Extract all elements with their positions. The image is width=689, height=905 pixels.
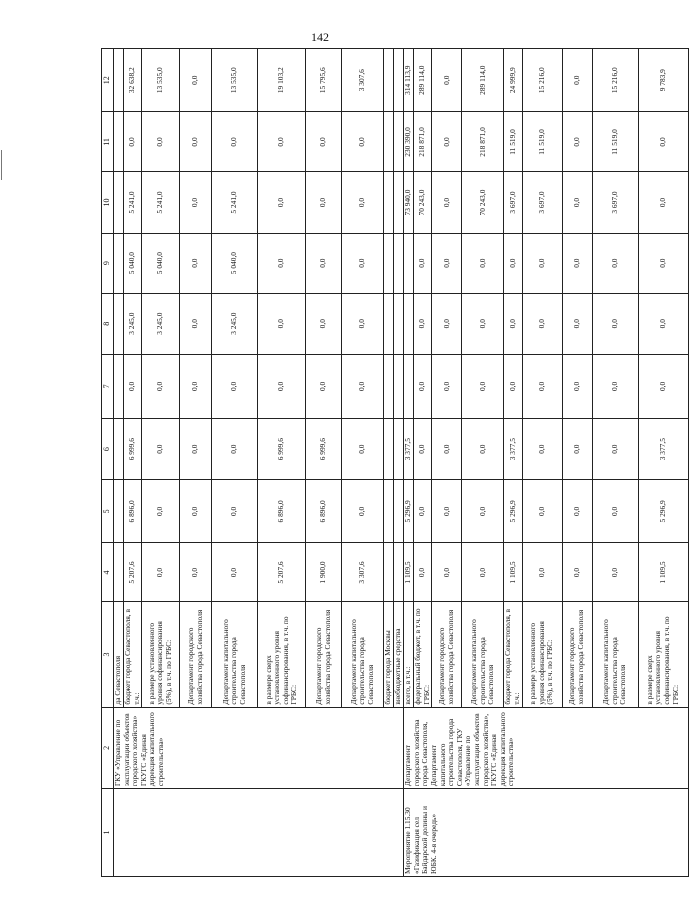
value-cell bbox=[394, 172, 404, 233]
value-cell bbox=[394, 354, 404, 418]
value-cell: 0,0 bbox=[432, 480, 462, 543]
column-number-row bbox=[102, 49, 114, 877]
value-cell: 314 113,9 bbox=[404, 49, 414, 112]
column-number: 12 bbox=[102, 49, 114, 112]
value-cell: 0,0 bbox=[592, 354, 638, 418]
value-cell: 0,0 bbox=[522, 419, 562, 480]
funding-source: Департамент городского хозяйства города Севастополя bbox=[180, 602, 212, 707]
funding-source: в размере установленного уровня софинансирования (5%), в т.ч. по ГРБС: bbox=[522, 602, 562, 707]
value-cell: 0,0 bbox=[638, 233, 688, 293]
value-cell: 0,0 bbox=[592, 480, 638, 543]
value-cell bbox=[114, 112, 124, 172]
value-cell: 0,0 bbox=[258, 354, 306, 418]
value-cell: 3 697,0 bbox=[522, 172, 562, 233]
value-cell: 0,0 bbox=[342, 233, 384, 293]
value-cell: 0,0 bbox=[562, 419, 592, 480]
funding-source: Департамент городского хозяйства города Севастополя bbox=[306, 602, 342, 707]
value-cell: 11 519,0 bbox=[522, 112, 562, 172]
column-number: 9 bbox=[102, 233, 114, 293]
value-cell: 15 216,0 bbox=[592, 49, 638, 112]
value-cell: 5 040,0 bbox=[142, 233, 180, 293]
value-cell: 32 638,2 bbox=[124, 49, 142, 112]
value-cell: 9 783,9 bbox=[638, 49, 688, 112]
value-cell: 0,0 bbox=[124, 354, 142, 418]
value-cell: 0,0 bbox=[462, 543, 504, 602]
value-cell: 0,0 bbox=[638, 354, 688, 418]
value-cell bbox=[394, 112, 404, 172]
value-cell: 3 245,0 bbox=[212, 293, 258, 354]
value-cell bbox=[394, 480, 404, 543]
value-cell: 3 245,0 bbox=[124, 293, 142, 354]
measure-name-empty bbox=[114, 789, 404, 877]
value-cell: 0,0 bbox=[342, 172, 384, 233]
value-cell: 1 109,5 bbox=[504, 543, 522, 602]
value-cell: 0,0 bbox=[342, 354, 384, 418]
value-cell: 6 999,6 bbox=[124, 419, 142, 480]
value-cell: 0,0 bbox=[414, 543, 432, 602]
value-cell: 0,0 bbox=[432, 354, 462, 418]
column-number: 8 bbox=[102, 293, 114, 354]
value-cell: 0,0 bbox=[180, 112, 212, 172]
value-cell bbox=[114, 419, 124, 480]
value-cell: 0,0 bbox=[212, 112, 258, 172]
value-cell: 6 896,0 bbox=[306, 480, 342, 543]
value-cell: 0,0 bbox=[462, 233, 504, 293]
funding-source: всего, в т.ч.: bbox=[404, 602, 414, 707]
column-number: 10 bbox=[102, 172, 114, 233]
value-cell: 0,0 bbox=[522, 480, 562, 543]
value-cell: 0,0 bbox=[462, 293, 504, 354]
value-cell: 0,0 bbox=[504, 354, 522, 418]
value-cell bbox=[404, 354, 414, 418]
value-cell: 70 243,0 bbox=[414, 172, 432, 233]
value-cell: 289 114,0 bbox=[462, 49, 504, 112]
value-cell: 0,0 bbox=[306, 293, 342, 354]
value-cell bbox=[114, 480, 124, 543]
value-cell bbox=[394, 543, 404, 602]
value-cell: 11 519,0 bbox=[592, 112, 638, 172]
value-cell: 1 109,5 bbox=[638, 543, 688, 602]
value-cell: 0,0 bbox=[306, 233, 342, 293]
column-number: 5 bbox=[102, 480, 114, 543]
value-cell: 3 377,5 bbox=[638, 419, 688, 480]
value-cell: 218 871,0 bbox=[462, 112, 504, 172]
value-cell: 1 109,5 bbox=[404, 543, 414, 602]
funding-source: бюджет города Москвы bbox=[384, 602, 394, 707]
value-cell: 0,0 bbox=[562, 354, 592, 418]
value-cell: 0,0 bbox=[504, 233, 522, 293]
value-cell: 0,0 bbox=[180, 354, 212, 418]
value-cell: 0,0 bbox=[638, 293, 688, 354]
value-cell bbox=[114, 233, 124, 293]
value-cell: 5 241,0 bbox=[212, 172, 258, 233]
executor-cell: Департамент городского хозяйства города Севастополя, Департамент капитального строительства города Севастополя, ГКУ «Управление по эксплуатации объектов городского хозяйства», ГКУГС «Единая дирекция капитального строительства» bbox=[404, 707, 688, 789]
funding-source: Департамент городского хозяйства города Севастополя bbox=[562, 602, 592, 707]
value-cell: 0,0 bbox=[562, 480, 592, 543]
value-cell: 0,0 bbox=[258, 112, 306, 172]
value-cell: 0,0 bbox=[638, 172, 688, 233]
funding-source: Департамент капитального строительства города Севастополя bbox=[592, 602, 638, 707]
value-cell: 6 999,6 bbox=[306, 419, 342, 480]
value-cell bbox=[114, 354, 124, 418]
value-cell bbox=[394, 419, 404, 480]
value-cell: 0,0 bbox=[432, 293, 462, 354]
value-cell bbox=[384, 49, 394, 112]
value-cell: 5 296,9 bbox=[504, 480, 522, 543]
value-cell: 0,0 bbox=[258, 172, 306, 233]
value-cell: 0,0 bbox=[592, 293, 638, 354]
value-cell: 1 900,0 bbox=[306, 543, 342, 602]
table-body bbox=[102, 49, 689, 877]
value-cell bbox=[384, 172, 394, 233]
measure-name: Мероприятие 1.15.30 «Газификация сел Байдарской долины и ЮБК. 4-я очередь» bbox=[404, 789, 688, 877]
value-cell: 0,0 bbox=[342, 480, 384, 543]
column-number: 4 bbox=[102, 543, 114, 602]
column-number: 3 bbox=[102, 602, 114, 707]
funding-source: федеральный бюджет, в т.ч. по ГРБС: bbox=[414, 602, 432, 707]
value-cell: 0,0 bbox=[638, 112, 688, 172]
value-cell: 5 241,0 bbox=[142, 172, 180, 233]
table-row bbox=[114, 49, 124, 877]
value-cell: 0,0 bbox=[212, 480, 258, 543]
value-cell bbox=[384, 354, 394, 418]
value-cell: 0,0 bbox=[342, 112, 384, 172]
value-cell: 5 296,9 bbox=[404, 480, 414, 543]
value-cell bbox=[404, 233, 414, 293]
value-cell: 13 535,0 bbox=[142, 49, 180, 112]
value-cell: 5 040,0 bbox=[212, 233, 258, 293]
value-cell: 0,0 bbox=[212, 354, 258, 418]
value-cell: 0,0 bbox=[592, 543, 638, 602]
funding-source: внебюджетные средства bbox=[394, 602, 404, 707]
value-cell: 3 307,6 bbox=[342, 543, 384, 602]
value-cell bbox=[114, 293, 124, 354]
value-cell: 0,0 bbox=[180, 419, 212, 480]
funding-source: в размере установленного уровня софинансирования (5%), в т.ч. по ГРБС: bbox=[142, 602, 180, 707]
value-cell: 0,0 bbox=[462, 354, 504, 418]
value-cell: 19 103,2 bbox=[258, 49, 306, 112]
value-cell: 0,0 bbox=[432, 233, 462, 293]
value-cell: 6 896,0 bbox=[124, 480, 142, 543]
funding-source: да Севастополя bbox=[114, 602, 124, 707]
value-cell: 5 241,0 bbox=[124, 172, 142, 233]
value-cell: 0,0 bbox=[212, 419, 258, 480]
value-cell: 0,0 bbox=[462, 419, 504, 480]
funding-source: Департамент капитального строительства города Севастополя bbox=[462, 602, 504, 707]
value-cell: 0,0 bbox=[342, 293, 384, 354]
value-cell: 0,0 bbox=[432, 543, 462, 602]
value-cell: 0,0 bbox=[180, 293, 212, 354]
column-number: 7 bbox=[102, 354, 114, 418]
value-cell: 0,0 bbox=[142, 480, 180, 543]
value-cell: 24 999,9 bbox=[504, 49, 522, 112]
funding-source: Департамент капитального строительства города Севастополя bbox=[342, 602, 384, 707]
value-cell: 0,0 bbox=[562, 293, 592, 354]
value-cell: 0,0 bbox=[142, 354, 180, 418]
value-cell bbox=[384, 480, 394, 543]
value-cell: 0,0 bbox=[562, 112, 592, 172]
value-cell: 0,0 bbox=[562, 49, 592, 112]
value-cell: 0,0 bbox=[258, 233, 306, 293]
value-cell: 15 216,0 bbox=[522, 49, 562, 112]
value-cell: 289 114,0 bbox=[414, 49, 432, 112]
funding-source: Департамент городского хозяйства города Севастополя bbox=[432, 602, 462, 707]
value-cell: 0,0 bbox=[342, 419, 384, 480]
funding-source: в размере сверх установленного уровня софинансирования, в т.ч. по ГРБС: bbox=[258, 602, 306, 707]
value-cell: 70 243,0 bbox=[462, 172, 504, 233]
value-cell: 0,0 bbox=[306, 172, 342, 233]
financing-table bbox=[101, 48, 689, 877]
column-number: 2 bbox=[102, 707, 114, 789]
value-cell: 0,0 bbox=[414, 233, 432, 293]
value-cell: 0,0 bbox=[432, 419, 462, 480]
value-cell bbox=[384, 293, 394, 354]
value-cell: 3 307,6 bbox=[342, 49, 384, 112]
value-cell: 0,0 bbox=[180, 480, 212, 543]
value-cell: 0,0 bbox=[562, 543, 592, 602]
margin-mark bbox=[1, 150, 2, 180]
value-cell: 5 296,9 bbox=[638, 480, 688, 543]
value-cell: 0,0 bbox=[180, 172, 212, 233]
value-cell: 0,0 bbox=[432, 49, 462, 112]
value-cell: 0,0 bbox=[432, 112, 462, 172]
value-cell: 6 896,0 bbox=[258, 480, 306, 543]
value-cell: 0,0 bbox=[414, 419, 432, 480]
value-cell: 5 207,6 bbox=[258, 543, 306, 602]
value-cell bbox=[384, 419, 394, 480]
value-cell: 0,0 bbox=[258, 293, 306, 354]
value-cell bbox=[114, 172, 124, 233]
table-row bbox=[404, 49, 414, 877]
value-cell bbox=[394, 233, 404, 293]
value-cell: 11 519,0 bbox=[504, 112, 522, 172]
value-cell: 0,0 bbox=[462, 480, 504, 543]
value-cell: 0,0 bbox=[592, 233, 638, 293]
value-cell: 0,0 bbox=[142, 419, 180, 480]
page-number: 142 bbox=[311, 30, 329, 44]
funding-source: в размере сверх установленного уровня софинансирования, в т.ч. по ГРБС: bbox=[638, 602, 688, 707]
value-cell: 0,0 bbox=[414, 480, 432, 543]
value-cell: 15 795,6 bbox=[306, 49, 342, 112]
value-cell: 0,0 bbox=[414, 354, 432, 418]
value-cell: 0,0 bbox=[124, 112, 142, 172]
funding-source: бюджет города Севастополя, в т.ч.: bbox=[124, 602, 142, 707]
value-cell: 73 940,0 bbox=[404, 172, 414, 233]
value-cell: 0,0 bbox=[212, 543, 258, 602]
value-cell: 6 999,6 bbox=[258, 419, 306, 480]
value-cell: 3 377,5 bbox=[504, 419, 522, 480]
value-cell: 13 535,0 bbox=[212, 49, 258, 112]
value-cell: 0,0 bbox=[180, 49, 212, 112]
funding-source: бюджет города Севастополя, в т.ч.: bbox=[504, 602, 522, 707]
value-cell: 3 245,0 bbox=[142, 293, 180, 354]
column-number: 11 bbox=[102, 112, 114, 172]
value-cell: 230 390,0 bbox=[404, 112, 414, 172]
value-cell: 218 871,0 bbox=[414, 112, 432, 172]
rotated-table-wrapper bbox=[101, 48, 680, 877]
value-cell bbox=[114, 49, 124, 112]
value-cell: 0,0 bbox=[180, 543, 212, 602]
value-cell: 0,0 bbox=[504, 293, 522, 354]
value-cell: 3 377,5 bbox=[404, 419, 414, 480]
value-cell bbox=[404, 293, 414, 354]
value-cell: 0,0 bbox=[180, 233, 212, 293]
value-cell: 0,0 bbox=[562, 172, 592, 233]
value-cell: 0,0 bbox=[592, 419, 638, 480]
value-cell: 0,0 bbox=[432, 172, 462, 233]
value-cell: 3 697,0 bbox=[592, 172, 638, 233]
value-cell bbox=[384, 233, 394, 293]
value-cell: 3 697,0 bbox=[504, 172, 522, 233]
value-cell: 0,0 bbox=[522, 233, 562, 293]
value-cell: 0,0 bbox=[522, 293, 562, 354]
value-cell: 0,0 bbox=[522, 543, 562, 602]
value-cell: 0,0 bbox=[306, 354, 342, 418]
value-cell: 0,0 bbox=[142, 112, 180, 172]
value-cell: 5 040,0 bbox=[124, 233, 142, 293]
column-number: 6 bbox=[102, 419, 114, 480]
value-cell bbox=[394, 49, 404, 112]
column-number: 1 bbox=[102, 789, 114, 877]
value-cell bbox=[384, 112, 394, 172]
value-cell: 5 207,6 bbox=[124, 543, 142, 602]
value-cell: 0,0 bbox=[414, 293, 432, 354]
value-cell: 0,0 bbox=[142, 543, 180, 602]
funding-source: Департамент капитального строительства города Севастополя bbox=[212, 602, 258, 707]
value-cell: 0,0 bbox=[306, 112, 342, 172]
value-cell bbox=[114, 543, 124, 602]
executor-cell: ГКУ «Управление по эксплуатации объектов городского хозяйства» ГКУГС «Единая дирекция капитального строительства» bbox=[114, 707, 404, 789]
value-cell: 0,0 bbox=[522, 354, 562, 418]
value-cell: 0,0 bbox=[562, 233, 592, 293]
value-cell bbox=[384, 543, 394, 602]
value-cell bbox=[394, 293, 404, 354]
